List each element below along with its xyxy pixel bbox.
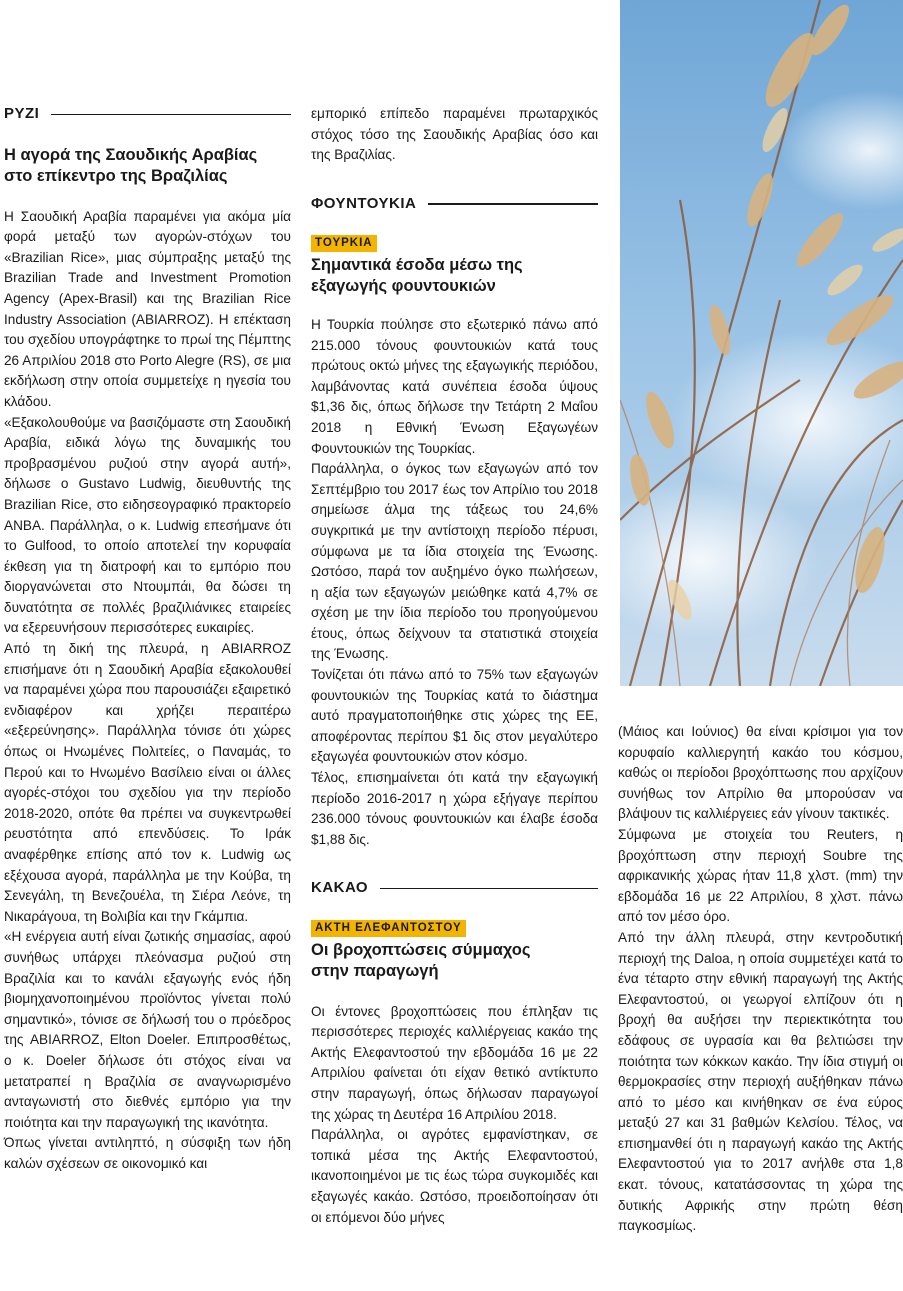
middle-column bbox=[311, 104, 598, 1228]
rice-section-title: ΡΥΖΙ bbox=[4, 105, 40, 122]
hazelnut-section-header bbox=[311, 194, 598, 215]
rice-continuation: εμπορικό επίπεδο παραμένει πρωταρχικός στόχος τόσο της Σαουδικής Αραβίας όσο και της Βραζιλίας. bbox=[311, 106, 598, 163]
section-divider bbox=[428, 203, 598, 205]
rice-paragraph: Όπως γίνεται αντιληπτό, η σύσφιξη των ήδη καλών σχέσεων σε οικονομικό και bbox=[4, 1135, 291, 1171]
rice-headline: Η αγορά της Σαουδικής Αραβίας στο επίκεντρο της Βραζιλίας bbox=[4, 145, 258, 185]
rice-paragraph: Η Σαουδική Αραβία παραμένει για ακόμα μία φορά μεταξύ των αγορών-στόχων του «Brazilian Rice», μιας σύμπραξης μεταξύ της Brazilian Trade and Investment Promotion Agency (Apex-Brasil) και της Brazilian Rice Industry Association (ABIARROZ). Η επέκταση του σχεδίου υπογράφτηκε το πρωί της Πέμπτης 26 Απριλίου 2018 στο Porto Alegre (RS), σε μια εκδήλωση στην οποία συμμετείχε η ηγεσία του κλάδου. bbox=[4, 208, 291, 409]
section-divider bbox=[51, 114, 291, 116]
hazelnut-paragraph: Τέλος, επισημαίνεται ότι κατά την εξαγωγική περίοδο 2016-2017 η χώρα εξήγαγε περίπου 236.000 τόνους φουντουκιών και έλαβε έσοδα $1,88 δις. bbox=[311, 770, 598, 847]
cocoa-paragraph: (Μάιος και Ιούνιος) θα είναι κρίσιμοι για τον κορυφαίο καλλιεργητή κακάο του κόσμου, καθώς οι περίοδοι βροχόπτωσης που αρχίζουν συνήθως τον Απρίλιο θα μπορούσαν να βλάψουν τις καλλιέργειες εάν γίνουν τακτικές. bbox=[618, 724, 903, 822]
cocoa-section-header bbox=[311, 878, 598, 899]
section-divider bbox=[380, 888, 598, 890]
cocoa-section-title: ΚΑΚΑΟ bbox=[311, 879, 369, 897]
rice-paragraph: «Η ενέργεια αυτή είναι ζωτικής σημασίας, αφού συνήθως υπάρχει πλεόνασμα ρυζιού στη Βραζιλία και το κανάλι εξαγωγής ενός ήδη βιομηχανοποιημένου προϊόντος γίνεται πολύ σημαντικό», τόνισε σε δήλωσή του ο πρόεδρος της ABIARROZ, Elton Doeler. Επιπροσθέτως, ο κ. Doeler δήλωσε ότι στόχος είναι να μετατραπεί η Βραζιλία σε αναγνωρισμένο ανταγωνιστή στο διεθνές εμπόριο για την ποιότητα και την παραγωγική της ικανότητα. bbox=[4, 929, 291, 1130]
country-tag-ivory-coast: ΑΚΤΗ ΕΛΕΦΑΝΤΟΣΤΟΥ bbox=[311, 920, 466, 937]
cocoa-paragraph: Από την άλλη πλευρά, στην κεντροδυτική περιοχή της Daloa, η οποία συμμετέχει κατά το ένα τέταρτο στην εθνική παραγωγή της Ακτής Ελεφαντοστού, οι γεωργοί ελπίζουν ότι η βροχή θα αυξήσει την περιεκτικότητα του εδάφους σε υγρασία και θα βελτιώσει την ποιότητα των κόκκων κακάο. Την ίδια στιγμή οι θερμοκρασίες στην περιοχή αυξήθηκαν πάνω από το μέσο και κινήθηκαν σε ένα εύρος μεταξύ 27 και 31 βαθμών Κελσίου. Τέλος, να επισημανθεί ότι η παραγωγή κακάο της Ακτής Ελεφαντοστού για το 2017 ανήλθε στα 1,8 εκατ. τόνους, κατατάσσοντας τη χώρα της δυτικής Αφρικής στην πρώτη θέση παγκοσμίως. bbox=[618, 929, 903, 1234]
cocoa-continuation bbox=[618, 722, 903, 1237]
cocoa-paragraph: Οι έντονες βροχοπτώσεις που έπληξαν τις περισσότερες περιοχές καλλιέργειας κακάο της Ακτής Ελεφαντοστού την εβδομάδα 16 με 22 Απριλίου φαίνεται ότι είχαν θετικό αντίκτυπο στην παραγωγή, όπως δήλωσαν παραγωγοί της χώρας τη Δευτέρα 16 Απριλίου 2018. bbox=[311, 1003, 598, 1122]
grass-sky-photo bbox=[620, 0, 903, 686]
rice-section-header bbox=[4, 104, 291, 125]
rice-article bbox=[4, 104, 291, 1175]
hazelnut-headline: Σημαντικά έσοδα μέσω της εξαγωγής φουντουκιών bbox=[311, 255, 523, 295]
hazelnut-paragraph: Παράλληλα, ο όγκος των εξαγωγών από τον Σεπτέμβριο του 2017 έως τον Απρίλιο του 2018 σημείωσε άλμα της τάξεως του 24,6% συγκριτικά με την αντίστοιχη περίοδο πέρυσι, σύμφωνα με τα ίδια στοιχεία της Ένωσης. Ωστόσο, παρά τον αυξημένο όγκο πωλήσεων, η αξία των εξαγωγών μειώθηκε κατά 4,7% σε σχέση με την ίδια περίοδο του προηγούμενου έτους, όπως δείχνουν τα στατιστικά στοιχεία της Ένωσης. bbox=[311, 461, 598, 662]
cocoa-headline: Οι βροχοπτώσεις σύμμαχος στην παραγωγή bbox=[311, 940, 531, 980]
rice-paragraph: Από τη δική της πλευρά, η ABIARROZ επισήμανε ότι η Σαουδική Αραβία εξακολουθεί να παραμένει χώρα που παρουσιάζει εξαιρετικό ενδιαφέρον και χρήζει περαιτέρω «εξερεύνησης». Παράλληλα τόνισε ότι χώρες όπως οι Ηνωμένες Πολιτείες, ο Παναμάς, το Περού και το Ηνωμένο Βασίλειο είναι οι άλλες αγορές-στόχοι του σχεδίου για την περίοδο 2018-2020, οπότε θα πρέπει να συγκεντρωθεί ρευστότητα από επενδύσεις. Το Ιράκ αναφέρθηκε επίσης από τον κ. Ludwig ως εξέχουσα αγορά, παράλληλα με την Κούβα, τη Σενεγάλη, τη Βενεζουέλα, τη Σιέρα Λεόνε, τη Νικαράγουα, τη Βολιβία και την Γκάμπια. bbox=[4, 641, 291, 924]
hazelnut-paragraph: Η Τουρκία πούλησε στο εξωτερικό πάνω από 215.000 τόνους φουντουκιών κατά τους πρώτους οκτώ μήνες της εξαγωγικής περιόδου, λαμβάνοντας κατά συνέπεια έσοδα ύψους $1,36 δις, όπως δήλωσε την Τετάρτη 2 Μαΐου 2018 η Εθνική Ένωση Εξαγωγέων Φουντουκιών της Τουρκίας. bbox=[311, 316, 598, 456]
hazelnut-paragraph: Τονίζεται ότι πάνω από το 75% των εξαγωγών φουντουκιών της Τουρκίας κατά το διάστημα αυτό πραγματοποιήθηκε στις χώρες της ΕΕ, αποφέροντας περίπου $1 δις στον μεγαλύτερο εξαγωγέα φουντουκιών στον κόσμο. bbox=[311, 667, 598, 765]
rice-paragraph: «Εξακολουθούμε να βασιζόμαστε στη Σαουδική Αραβία, ειδικά λόγω της δυναμικής του προβρασμένου ρυζιού στην αγορά αυτή», δήλωσε ο Gustavo Ludwig, διευθυντής της Brazilian Rice, στο ειδησεογραφικό πρακτορείο ANBA. Παράλληλα, ο κ. Ludwig επεσήμανε ότι το Gulfood, το οποίο αποτελεί την κορυφαία έκθεση για τη διατροφή και το εμπόριο που διοργανώνεται στο Ντουμπάι, θα δώσει τη δυνατότητα σε πολλές βραζιλιάνικες εταιρείες να εξερευνήσουν περισσότερες ευκαιρίες. bbox=[4, 414, 291, 636]
country-tag-turkey: ΤΟΥΡΚΙΑ bbox=[311, 235, 377, 252]
hazelnut-section-title: ΦΟΥΝΤΟΥΚΙΑ bbox=[311, 194, 417, 212]
cocoa-paragraph: Παράλληλα, οι αγρότες εμφανίστηκαν, σε τοπικά μέσα της Ακτής Ελεφαντοστού, ικανοποιημένοι με τις έως τώρα συγκομιδές και εξαγωγές κακάο. Ωστόσο, προειδοποίησαν ότι οι επόμενοι δύο μήνες bbox=[311, 1127, 598, 1225]
cocoa-paragraph: Σύμφωνα με στοιχεία του Reuters, η βροχόπτωση στην περιοχή Soubre της αφρικανικής χώρας ήταν 11,8 χλστ. (mm) την εβδομάδα 16 με 22 Απριλίου, 8 χλστ. πάνω από τον μέσο όρο. bbox=[618, 826, 903, 925]
